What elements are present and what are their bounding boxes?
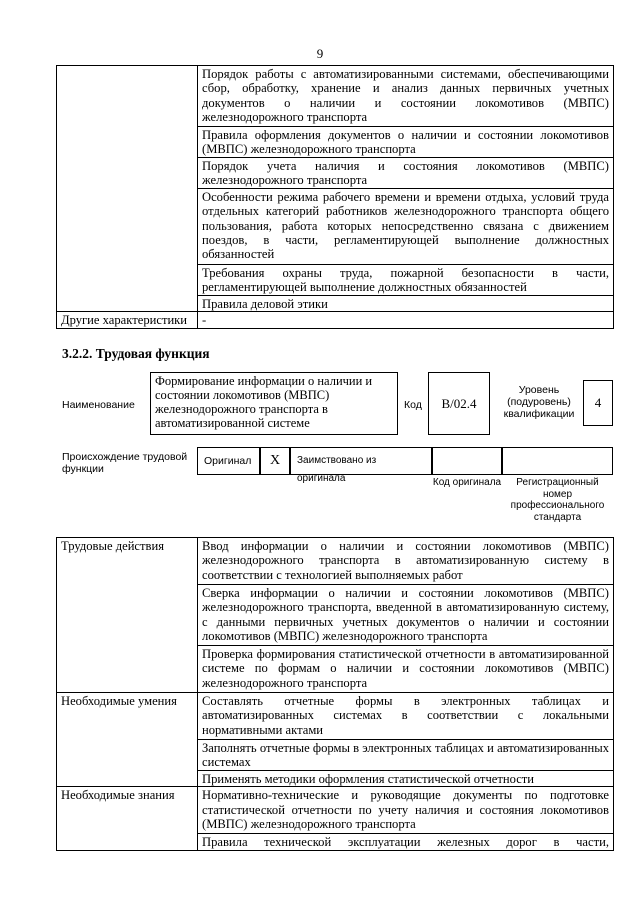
other-characteristics-label: Другие характеристики [57, 312, 198, 328]
knowledge-label: Необходимые знания [57, 787, 198, 850]
page-number: 9 [316, 46, 324, 61]
knowledge-continuation-table [56, 65, 614, 329]
code-label: Код [404, 399, 422, 411]
labor-actions-label: Трудовые действия [57, 538, 198, 693]
level-box [583, 380, 613, 426]
code-box [428, 372, 490, 435]
empty-label-cell [57, 66, 198, 312]
labor-action-item: Ввод информации о наличии и состоянии локомотивов (МВПС) железнодорожного транспорта в автоматизированную систему в соответствии с технологией выполняемых работ [198, 538, 614, 585]
borrowed-box [290, 447, 432, 484]
knowledge-item: Нормативно-технические и руководящие документы по подготовке статистической отчетности по учету наличия и состояния локомотивов (МВПС) железнодорожного транспорта [198, 787, 614, 834]
code-original-box [432, 447, 502, 475]
knowledge-item: Правила деловой этики [198, 296, 614, 312]
skill-item: Применять методики оформления статистической отчетности [198, 771, 614, 787]
level-value: 4 [594, 395, 602, 410]
reg-number-caption: Регистрационный номер профессионального стандарта [510, 477, 605, 523]
knowledge-item: Требования охраны труда, пожарной безопасности в части, регламентирующей выполнение должностных обязанностей [198, 265, 614, 296]
other-characteristics-value: - [198, 312, 614, 328]
labor-function-table [56, 537, 614, 851]
original-mark-box [260, 447, 290, 475]
origin-label: Происхождение трудовой функции [62, 451, 188, 475]
knowledge-item: Порядок учета наличия и состояния локомотивов (МВПС) железнодорожного транспорта [198, 158, 614, 189]
level-label: Уровень (подуровень) квалификации [503, 384, 575, 420]
original-mark: X [269, 453, 281, 468]
skill-item: Составлять отчетные формы в электронных таблицах и автоматизированных системах в соответствии с локальными нормативными актами [198, 693, 614, 740]
name-label: Наименование [62, 399, 135, 411]
original-box [197, 447, 260, 475]
reg-number-box [502, 447, 613, 475]
code-value: B/02.4 [441, 395, 477, 411]
knowledge-item: Правила технической эксплуатации железных дорог в части, [198, 834, 614, 850]
skills-label: Необходимые умения [57, 693, 198, 787]
knowledge-item: Порядок работы с автоматизированными системами, обеспечивающими сбор, обработку, хранение и анализ данных первичных учетных документов о наличии и состоянии локомотивов (МВПС) железнодорожного транспорта [198, 66, 614, 127]
labor-action-item: Сверка информации о наличии и состоянии локомотивов (МВПС) железнодорожного транспорта, введенной в автоматизированную систему, с данными первичных учетных документов о наличии и состоянии локомотивов (МВПС) железнодорожного транспорта [198, 585, 614, 646]
skill-item: Заполнять отчетные формы в электронных таблицах и автоматизированных системах [198, 740, 614, 771]
section-title: 3.2.2. Трудовая функция [62, 346, 210, 361]
borrowed-label: Заимствовано из оригинала [297, 455, 377, 484]
code-original-caption: Код оригинала [432, 477, 502, 488]
knowledge-item: Особенности режима рабочего времени и времени отдыха, условий труда отдельных категорий работников железнодорожного транспорта общего пользования, работа которых непосредственно связана с движением поездов, в части, регламентирующей выполнение должностных обязанностей [198, 189, 614, 265]
original-label: Оригинал [204, 455, 252, 467]
labor-action-item: Проверка формирования статистической отчетности в автоматизированной системе по формам о наличии и состоянии локомотивов (МВПС) железнодорожного транспорта [198, 646, 614, 693]
function-name-value: Формирование информации о наличии и состоянии локомотивов (МВПС) железнодорожного транспорта в автоматизированной системе [155, 374, 373, 430]
knowledge-item: Правила оформления документов о наличии и состоянии локомотивов (МВПС) железнодорожного транспорта [198, 127, 614, 158]
function-name-box [150, 372, 398, 435]
